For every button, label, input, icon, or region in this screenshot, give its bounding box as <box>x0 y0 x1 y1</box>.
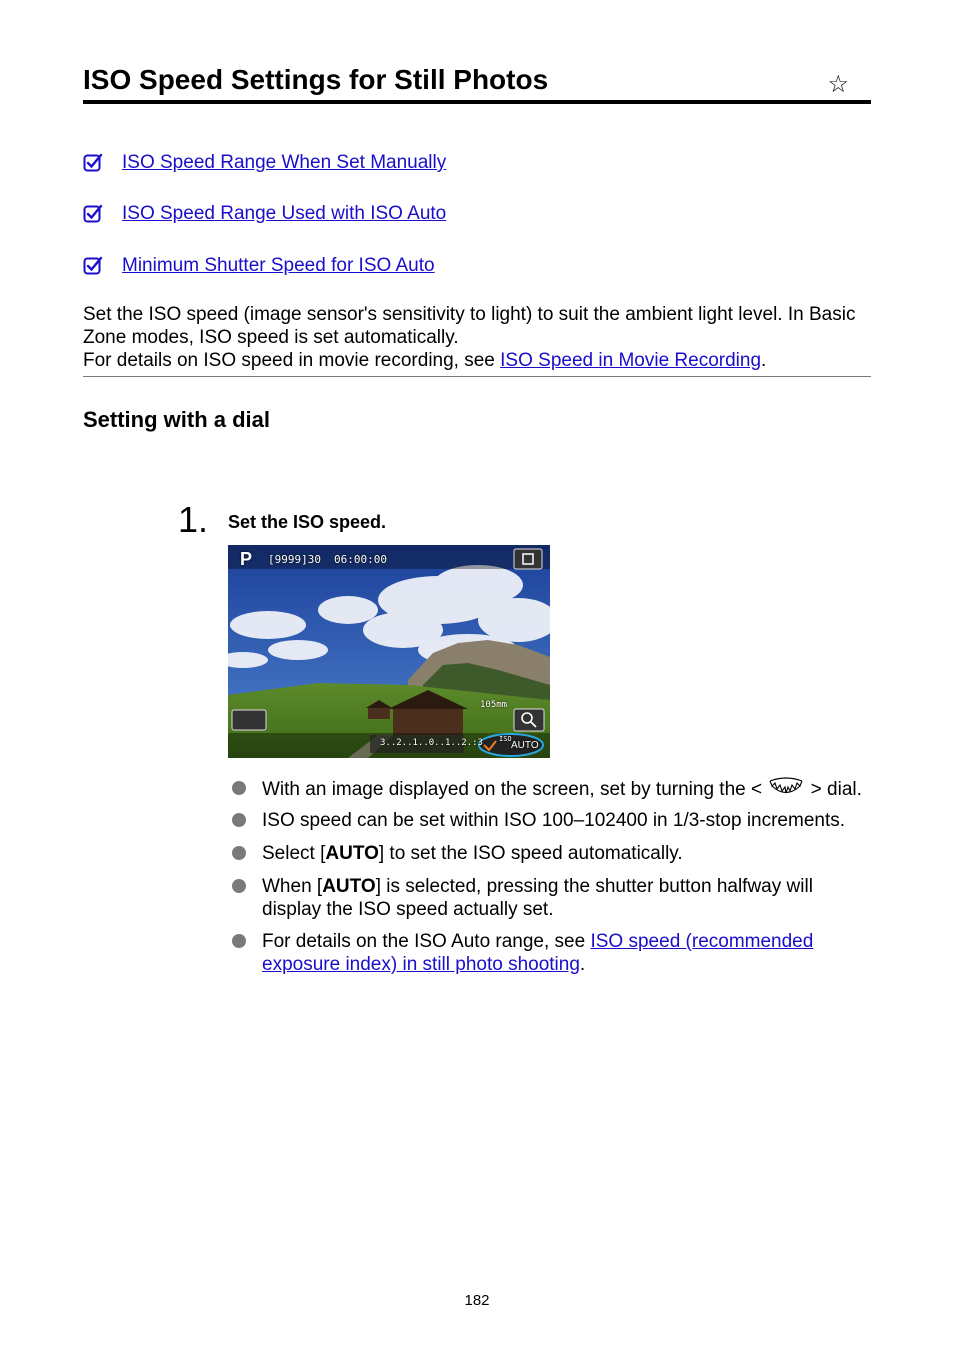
bullet-text <box>262 777 872 801</box>
time-display: 06:00:00 <box>334 553 387 566</box>
camera-scene-illustration <box>228 545 550 758</box>
bullet-icon <box>232 813 246 827</box>
page-header <box>83 62 871 104</box>
bullet-1-suffix: > dial. <box>805 779 862 800</box>
main-dial-icon <box>767 777 805 799</box>
toc-item[interactable] <box>83 251 583 277</box>
checkbox-icon <box>83 256 103 276</box>
bullet-1-prefix: With an image displayed on the screen, set by turning the < <box>262 779 768 800</box>
movie-iso-link[interactable]: ISO Speed in Movie Recording <box>500 350 762 371</box>
bullet-icon <box>232 879 246 893</box>
bullet-4-suffix: ] is selected, pressing the shutter button halfway will display the ISO speed actually set. <box>262 876 813 920</box>
step-label: Set the ISO speed. <box>228 512 387 532</box>
bullet-text: ISO speed can be set within ISO 100–102400 in 1/3-stop increments. <box>262 810 846 831</box>
checkbox-icon <box>83 204 103 224</box>
intro-paragraph: Set the ISO speed (image sensor's sensitivity to light) to suit the ambient light level. In Basic Zone modes, ISO speed is set automatically. <box>83 304 856 348</box>
bullet-3-bold: AUTO <box>325 843 379 864</box>
bullet-5-suffix: . <box>579 954 586 975</box>
iso-label: ISO <box>499 735 512 743</box>
iso-auto-range-link[interactable]: ISO speed (recommended exposure index) in still photo shooting <box>262 931 814 975</box>
intro-movie-prefix: For details on ISO speed in movie recording, see <box>83 350 501 371</box>
bullet-text <box>262 842 872 865</box>
divider <box>83 376 871 377</box>
bullet-text <box>262 930 872 976</box>
checkbox-icon <box>83 153 103 173</box>
bullet-icon <box>232 934 246 948</box>
bullet-icon <box>232 846 246 860</box>
intro-movie-suffix: . <box>761 350 767 371</box>
toc-item[interactable] <box>83 148 583 174</box>
toc-link-manual-range[interactable]: ISO Speed Range When Set Manually <box>122 152 447 173</box>
iso-value: AUTO <box>511 740 539 751</box>
bullet-icon <box>232 781 246 795</box>
bullet-3-suffix: ] to set the ISO speed automatically. <box>378 843 683 864</box>
star-icon: ☆ <box>827 71 849 98</box>
bullet-4-bold: AUTO <box>322 876 376 897</box>
page-number: 182 <box>464 1292 490 1309</box>
intro-text <box>83 303 871 372</box>
exposure-scale: 3..2..1..0..1..2.:3 <box>380 738 483 748</box>
shots-remaining: [9999]30 <box>268 553 321 566</box>
section-heading: Setting with a dial <box>83 407 271 432</box>
page-title: ISO Speed Settings for Still Photos <box>83 64 549 95</box>
toc-link-min-shutter[interactable]: Minimum Shutter Speed for ISO Auto <box>122 255 435 276</box>
step-number: 1. <box>178 499 209 540</box>
toc-link-iso-auto-range[interactable]: ISO Speed Range Used with ISO Auto <box>122 203 447 224</box>
intro-movie-note <box>83 349 871 372</box>
toc-item[interactable] <box>83 199 583 225</box>
bullet-5-prefix: For details on the ISO Auto range, see <box>262 931 591 952</box>
bullet-4-prefix: When [ <box>262 876 323 897</box>
bullet-text <box>262 875 872 921</box>
mode-indicator: P <box>240 549 253 569</box>
focal-length: 105mm <box>480 700 508 710</box>
camera-screen-image <box>228 545 550 758</box>
bullet-3-prefix: Select [ <box>262 843 326 864</box>
